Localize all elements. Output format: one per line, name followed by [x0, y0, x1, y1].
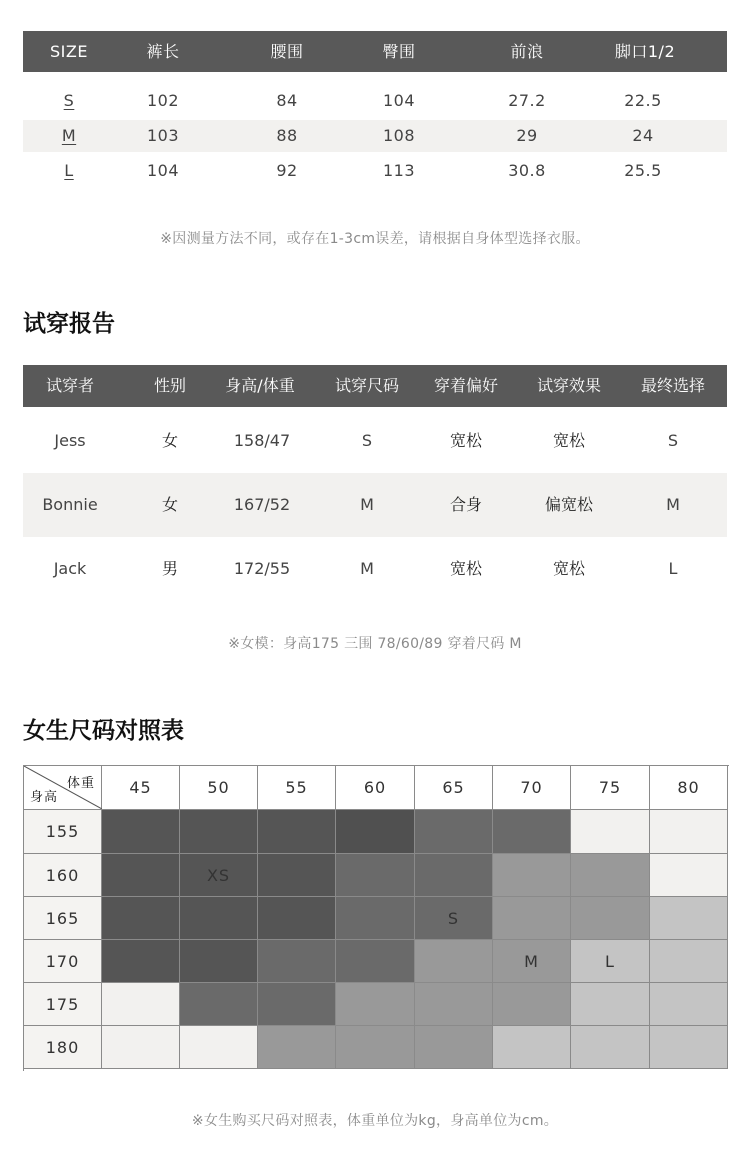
size-chart-cell: [180, 1026, 258, 1069]
model-note: ※女模：身高175 三围 78/60/89 穿着尺码 M: [228, 636, 522, 652]
hip-value: 113: [382, 161, 416, 180]
tester-gender: 女: [161, 431, 179, 450]
header-pants-length: 裤长: [146, 42, 180, 61]
header-size: SIZE: [50, 42, 88, 61]
size-chart-cell: [493, 854, 571, 897]
size-chart-cell: [102, 854, 180, 897]
size-chart-cell: [571, 1026, 650, 1069]
size-chart-cell: [336, 897, 415, 940]
size-chart-cell: [102, 810, 180, 854]
size-chart-cell: [650, 940, 728, 983]
size-chart-cell: [650, 810, 728, 854]
size-chart-cell: [650, 854, 728, 897]
waist-value: 84: [276, 91, 298, 110]
size-chart-cell: [258, 983, 336, 1026]
size-chart-cell: [102, 1026, 180, 1069]
try-table-header: [23, 365, 727, 407]
size-chart-cell: [102, 897, 180, 940]
size-row-m: [23, 120, 727, 152]
tester-final-choice: M: [666, 495, 680, 514]
size-chart-cell: [571, 940, 650, 983]
size-chart-cell: [415, 810, 493, 854]
hip-value: 104: [382, 91, 416, 110]
tester-final-choice: L: [668, 559, 678, 578]
tester-height-weight: 172/55: [233, 559, 291, 578]
weight-header-cell: 45: [102, 766, 180, 810]
size-row-l: [23, 155, 727, 187]
size-chart-cell: [571, 897, 650, 940]
size-chart-cell: [258, 940, 336, 983]
tester-gender: 男: [161, 559, 179, 578]
height-label-cell: 165: [24, 897, 102, 940]
tester-final-choice: S: [667, 431, 679, 450]
height-label-cell: 155: [24, 810, 102, 854]
size-row-s: [23, 85, 727, 117]
size-chart-cell: [336, 854, 415, 897]
size-chart-cell: [493, 1026, 571, 1069]
tester-effect: 偏宽松: [544, 495, 594, 514]
pants-length-value: 104: [146, 161, 180, 180]
size-mark-label: S: [447, 908, 460, 928]
size-mark-label: M: [524, 951, 539, 971]
header-tester: 试穿者: [45, 376, 95, 395]
size-label: L: [64, 161, 74, 180]
size-chart-cell: [571, 983, 650, 1026]
size-chart-cell: [571, 810, 650, 854]
pants-length-value: 103: [146, 126, 180, 145]
waist-value: 88: [276, 126, 298, 145]
size-chart-cell: [493, 810, 571, 854]
size-chart-cell: [258, 897, 336, 940]
tester-gender: 女: [161, 495, 179, 514]
weight-header-cell: 65: [415, 766, 493, 810]
size-chart-cell: [415, 983, 493, 1026]
size-chart-cell: [650, 1026, 728, 1069]
tester-name: Bonnie: [42, 495, 98, 514]
hip-value: 108: [382, 126, 416, 145]
header-rise: 前浪: [510, 42, 544, 61]
size-chart-cell: [336, 1026, 415, 1069]
size-chart-cell: [258, 854, 336, 897]
height-label-cell: 170: [24, 940, 102, 983]
size-chart-cell: [415, 897, 493, 940]
size-chart-cell: [493, 940, 571, 983]
size-chart-cell: [180, 897, 258, 940]
size-chart-grid: [23, 765, 729, 1071]
size-chart-cell: [493, 983, 571, 1026]
tester-effect: 宽松: [552, 431, 586, 450]
size-label: S: [63, 91, 75, 110]
header-preference: 穿着偏好: [433, 376, 499, 395]
corner-weight-label: 体重: [66, 776, 95, 791]
header-hip: 臀围: [382, 42, 416, 61]
chart-corner-cell: [24, 766, 102, 810]
size-table-header: [23, 31, 727, 72]
weight-header-cell: 55: [258, 766, 336, 810]
size-chart-cell: [258, 1026, 336, 1069]
size-chart-cell: [650, 983, 728, 1026]
size-chart-cell: [102, 983, 180, 1026]
size-chart-cell: [650, 897, 728, 940]
leg-opening-value: 24: [632, 126, 654, 145]
height-label-cell: 180: [24, 1026, 102, 1069]
rise-value: 29: [516, 126, 538, 145]
tester-preference: 宽松: [449, 559, 483, 578]
size-chart-cell: [180, 854, 258, 897]
size-chart-cell: [336, 940, 415, 983]
header-leg-opening: 脚口1/2: [614, 42, 676, 61]
header-height-weight: 身高/体重: [225, 376, 295, 395]
size-chart-cell: [180, 983, 258, 1026]
waist-value: 92: [276, 161, 298, 180]
weight-header-cell: 60: [336, 766, 415, 810]
size-chart-cell: [415, 1026, 493, 1069]
height-label-cell: 175: [24, 983, 102, 1026]
try-row-jack: [23, 537, 727, 601]
header-try-size: 试穿尺码: [334, 376, 400, 395]
header-gender: 性别: [153, 376, 187, 395]
size-mark-label: XS: [206, 865, 231, 885]
tester-effect: 宽松: [552, 559, 586, 578]
leg-opening-value: 25.5: [624, 161, 662, 180]
size-label: M: [61, 126, 77, 145]
size-chart-cell: [102, 940, 180, 983]
size-mark-label: L: [605, 951, 615, 971]
size-chart-title: 女生尺码对照表: [23, 718, 184, 744]
size-chart-cell: [415, 940, 493, 983]
size-chart-cell: [336, 983, 415, 1026]
tester-try-size: M: [360, 559, 374, 578]
tester-height-weight: 167/52: [233, 495, 291, 514]
tester-try-size: M: [360, 495, 374, 514]
tester-preference: 宽松: [449, 431, 483, 450]
size-chart-cell: [180, 940, 258, 983]
tester-try-size: S: [361, 431, 373, 450]
header-waist: 腰围: [270, 42, 304, 61]
size-chart-cell: [180, 810, 258, 854]
header-final-choice: 最终选择: [640, 376, 706, 395]
weight-header-cell: 70: [493, 766, 571, 810]
size-chart-note: ※女生购买尺码对照表，体重单位为kg，身高单位为cm。: [191, 1113, 559, 1129]
weight-header-cell: 75: [571, 766, 650, 810]
tester-name: Jack: [53, 559, 87, 578]
size-table-note: ※因测量方法不同，或存在1-3cm误差，请根据自身体型选择衣服。: [160, 231, 590, 247]
try-row-jess: [23, 409, 727, 473]
tester-name: Jess: [54, 431, 86, 450]
leg-opening-value: 22.5: [624, 91, 662, 110]
weight-header-cell: 50: [180, 766, 258, 810]
rise-value: 30.8: [508, 161, 546, 180]
try-report-title: 试穿报告: [23, 311, 115, 337]
size-chart-cell: [571, 854, 650, 897]
rise-value: 27.2: [508, 91, 546, 110]
corner-height-label: 身高: [30, 790, 59, 805]
tester-height-weight: 158/47: [233, 431, 291, 450]
header-effect: 试穿效果: [536, 376, 602, 395]
size-chart-cell: [493, 897, 571, 940]
size-chart-cell: [258, 810, 336, 854]
height-label-cell: 160: [24, 854, 102, 897]
pants-length-value: 102: [146, 91, 180, 110]
tester-preference: 合身: [449, 495, 483, 514]
size-chart-cell: [415, 854, 493, 897]
size-chart-cell: [336, 810, 415, 854]
weight-header-cell: 80: [650, 766, 728, 810]
try-row-bonnie: [23, 473, 727, 537]
